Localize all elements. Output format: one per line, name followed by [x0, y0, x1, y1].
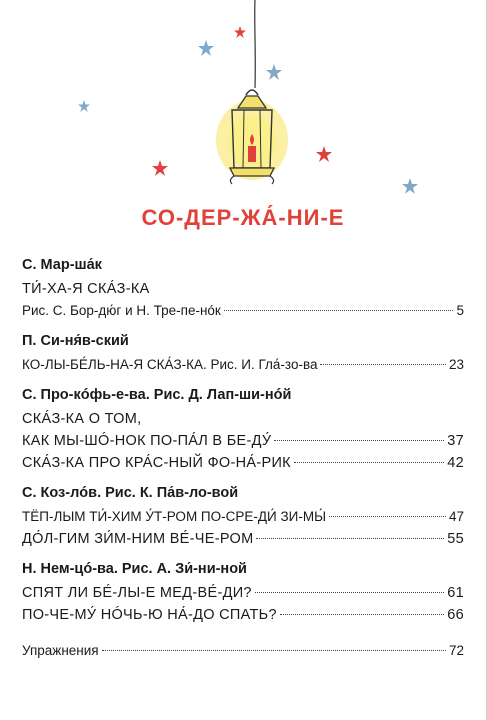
- toc-entry[interactable]: [22, 528, 464, 550]
- leader-dots: [274, 440, 444, 441]
- toc-entry-title: КО-ЛЫ-БЕ́ЛЬ-НА-Я СКА́З-КА. Рис. И. Гла́-зо-ва: [22, 357, 318, 372]
- toc-page-number: 72: [448, 643, 464, 658]
- toc-entry[interactable]: [22, 506, 464, 528]
- toc-author: С. Мар-ша́к: [22, 257, 102, 273]
- toc-entry-title: ПО-ЧЕ-МУ́ НÓЧЬ-Ю НА́-ДО СПАТЬ?: [22, 607, 277, 623]
- toc-author: П. Си-ня́в-ский: [22, 333, 129, 349]
- toc-page-number: 5: [456, 303, 464, 318]
- toc-page-number: 23: [448, 357, 464, 372]
- toc-author: Н. Нем-цó-ва. Рис. А. Зи́-ни-ной: [22, 561, 247, 577]
- toc-entry-title: СКА́З-КА О ТОМ,: [22, 411, 142, 427]
- toc-entry[interactable]: [22, 430, 464, 452]
- leader-dots: [224, 310, 454, 311]
- leader-dots: [255, 592, 444, 593]
- toc-entry-title: ТИ́-ХА-Я СКА́З-КА: [22, 281, 150, 297]
- toc-entry-title: Рис. С. Бор-дю́г и Н. Тре-пе-нóк: [22, 303, 221, 318]
- toc-section: [22, 254, 464, 322]
- toc-entry-title: ТЁП-ЛЫМ ТИ́-ХИМ У́Т-РОМ ПО-СРЕ-ДИ́ ЗИ-МЫ́: [22, 509, 327, 524]
- toc-section: [22, 330, 464, 376]
- toc-page-number: 37: [447, 433, 464, 449]
- lantern-illustration: [0, 0, 487, 200]
- toc-entry[interactable]: [22, 582, 464, 604]
- toc-author: С. Про-кóфь-е-ва. Рис. Д. Лап-ши-нóй: [22, 387, 292, 403]
- toc-entry[interactable]: [22, 640, 464, 662]
- toc-page-number: 47: [448, 509, 464, 524]
- toc-entry[interactable]: [22, 300, 464, 322]
- toc-author: С. Коз-лóв. Рис. К. Па́в-ло-вой: [22, 485, 239, 501]
- leader-dots: [102, 650, 446, 651]
- toc-entry-title: СПЯТ ЛИ БЕ́-ЛЫ-Е МЕД-ВЕ́-ДИ?: [22, 585, 252, 601]
- toc-entry[interactable]: [22, 604, 464, 626]
- toc-section: [22, 384, 464, 474]
- toc-entry-title: Упражнения: [22, 643, 99, 658]
- leader-dots: [280, 614, 444, 615]
- leader-dots: [256, 538, 444, 539]
- toc-entry[interactable]: [22, 452, 464, 474]
- toc-section: [22, 482, 464, 550]
- toc-entry-title: КАК МЫ-ШÓ-НОК ПО-ПА́Л В БЕ-ДУ́: [22, 433, 272, 449]
- toc-entry[interactable]: [22, 278, 464, 300]
- toc-entry[interactable]: [22, 408, 464, 430]
- toc-entry[interactable]: [22, 354, 464, 376]
- leader-dots: [329, 516, 446, 517]
- toc-section: [22, 558, 464, 626]
- toc-page-number: 66: [447, 607, 464, 623]
- table-of-contents: [22, 254, 464, 670]
- toc-page-number: 61: [447, 585, 464, 601]
- toc-page-number: 42: [447, 455, 464, 471]
- toc-page-number: 55: [447, 531, 464, 547]
- page-title: СО-ДЕР-ЖА́-НИ-Е: [141, 205, 345, 230]
- leader-dots: [294, 462, 444, 463]
- toc-section: [22, 640, 464, 662]
- toc-entry-title: ДО́Л-ГИМ ЗИ́М-НИМ ВЕ́-ЧЕ-РОМ: [22, 531, 254, 547]
- toc-entry-title: СКА́З-КА ПРО КРА́С-НЫЙ ФО-НА́-РИК: [22, 455, 291, 471]
- leader-dots: [320, 364, 445, 365]
